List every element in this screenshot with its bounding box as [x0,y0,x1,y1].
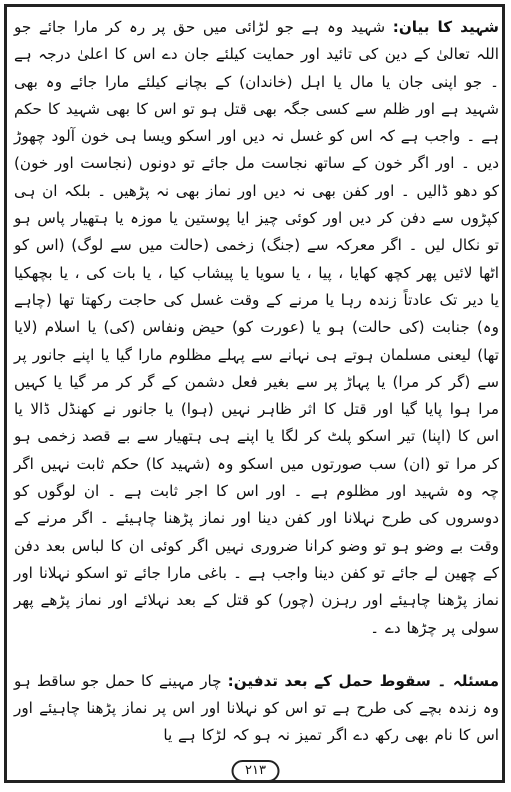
page-number: ۲۱۳ [231,760,280,782]
paragraph-gap [14,642,499,668]
paragraph-miscarriage [14,668,499,750]
text-miscarriage: چار مہینے کا حمل جو ساقط ہو وہ زندہ بچے کی طرح ہے تو اس کو نہلانا اور اس پر نماز پڑھنا چاہیئے اور اس کا نام بھی رکھ دے اگر تمیز نہ ہو کہ لڑکا ہے یا [14,671,499,745]
page-content [14,14,499,750]
heading-miscarriage: مسئلہ ۔ سقوط حمل کے بعد تدفین: [227,671,499,690]
heading-martyr: شہید کا بیان: [392,18,499,36]
text-martyr: شہید وہ ہے جو لڑائی میں حق پر رہ کر مارا جائے جو اللہ تعالیٰ کے دین کی تائید اور حمایت کیلئے جان دے اس کا اعلیٰ درجہ ہے ۔ جو اپنی جان یا مال یا اہل (خاندان) کے بچانے کیلئے مارا جائے وہ بھی شہید ہے اور ظلم سے کسی جگہ بھی قتل ہو تو اس کا بھی شہید کا حکم ہے ۔ واجب ہے کہ اس کو غسل نہ دیں اور اسکو ویسا ہی خون آلود چھوڑ دیں ۔ اور اگر خون کے ساتھ نجاست مل جائے تو دونوں (نجاست اور خون) کو دھو ڈالیں ۔ اور کفن بھی نہ دیں اور نماز بھی نہ پڑھیں ۔ بلکہ ان ہی کپڑوں سے دفن کر دیں اور کوئی چیز ایا پوستین یا موزہ یا ہتھیار پاس ہو تو نکال لیں ۔ اگر معرکہ سے (جنگ) زخمی (حالت میں سے لوگ) (اس کو اٹھا لائیں پھر کچھ کھایا ، پیا ، یا سویا یا پیشاب کیا ، یا بات کی ، یا بچھکیا یا دیر تک عادتاً زندہ رہا یا مرنے کے وقت غسل کی حاجت رکھتا تھا (چاہے وہ) جنابت (کی حالت) ہو یا (عورت کو) حیض ونفاس (کی) یا اسلام (لایا تھا) لیعنی مسلمان ہوتے ہی نہانے سے پہلے مظلوم مارا گیا یا اپنے جانور پر سے (گر کر مرا) یا پہاڑ پر سے بغیر فعل دشمن کے گر کر مر گیا یا کہیں مرا ہوا پایا گیا اور قتل کا اثر ظاہر نہیں (ہوا) یا جانور نے کھنڈل ڈالا یا اس کا (اپنا) تیر اسکو پلٹ کر لگا یا اپنے ہی ہتھیار سے بے قصد زخمی ہو کر مرا تو (ان) سب صورتوں میں اسکو وہ (شہید کا) حکم ثابت نہیں اگر چہ وہ شہید اور مظلوم ہے ۔ اور اس کا اجر ثابت ہے ۔ ان لوگوں کو دوسروں کی طرح نہلانا اور کفن دینا اور نماز پڑھنا چاہیئے ۔ اگر مرنے کے وقت بے وضو ہو تو وضو کرانا ضروری نہیں اگر کوئی ان کا لباس بعد دفن کے چھین لے جائے تو کفن دینا واجب ہے ۔ باغی مارا جائے تو اسکو نہلانا اور نماز پڑھنا چاہیئے اور رہزن (چور) کو قتل کے بعد نہلائے اور نماز پڑھے پھر سولی پر چڑھا دے ۔ [14,18,499,637]
paragraph-martyr [14,14,499,642]
